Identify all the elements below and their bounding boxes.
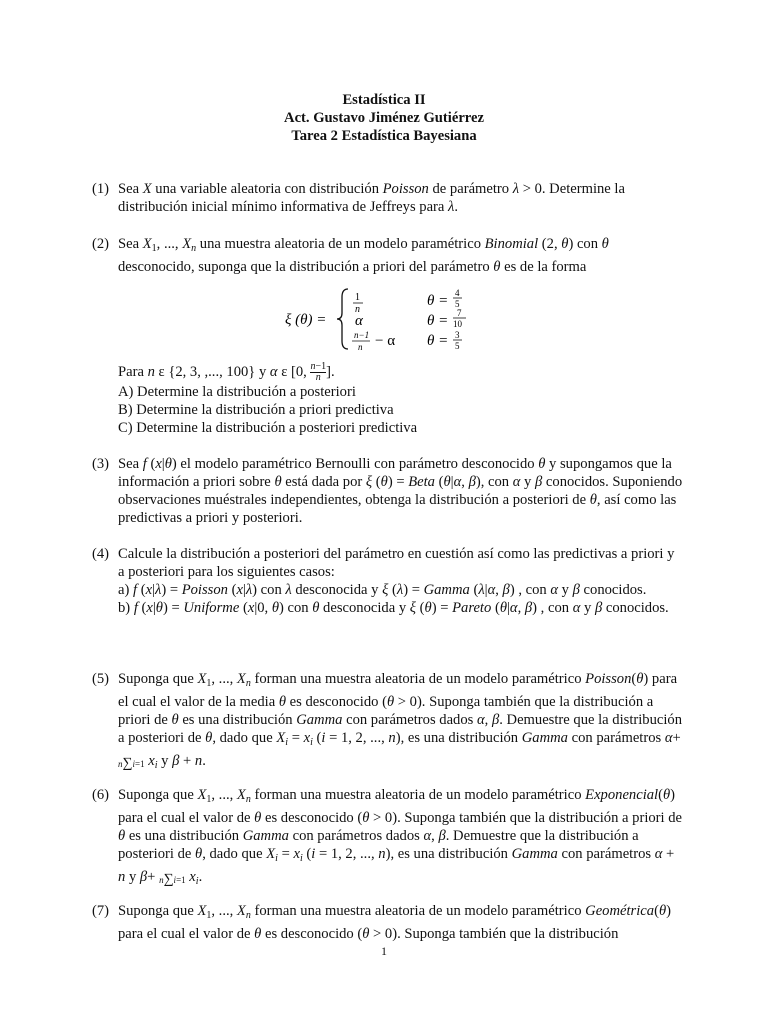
svg-text:3: 3 [455,330,460,340]
problem-number: (7) [92,903,110,919]
part-a: A) Determine la distribución a posteriori [118,384,356,400]
problem-text: Sea f (x|θ) el modelo paramétrico Bernoulli con parámetro desconocido θ y supongamos que la información a priori sobre θ está dada por ξ (θ) = Beta (θ|α, β), con α y β conocidos. Suponiendo observaciones muéstrales independientes, obtenga la distribución a posteriori de θ, así como las predictivas a priori y posteriori. [118,456,683,526]
svg-text:θ =: θ = [427,333,449,349]
prior-piecewise-formula [285,283,485,355]
parameter-range: Para n ε {2, 3, ,..., 100} y α ε [0, $\frac{n-1}{n}$ ]. [118,361,335,383]
svg-text:n: n [358,342,363,352]
problem-4 [92,545,683,617]
svg-text:4: 4 [455,288,460,298]
assignment-title: Tarea 2 Estadística Bayesiana [291,128,477,144]
svg-text:− α: − α [375,333,396,349]
svg-text:7: 7 [457,308,462,318]
problem-number: (1) [92,181,110,197]
problem-3 [92,455,683,527]
svg-text:1: 1 [355,292,360,303]
problem-7 [92,902,683,943]
problem-number: (3) [92,456,110,472]
problem-1 [92,180,683,216]
problem-6 [92,786,683,891]
author-name: Act. Gustavo Jiménez Gutiérrez [284,110,484,126]
problem-text: Sea X una variable aleatoria con distribución Poisson de parámetro λ > 0. Determine la distribución inicial mínimo informativa de Jeffreys para λ. [118,181,625,215]
problem-2 [92,235,683,276]
problem-number: (6) [92,787,110,803]
svg-text:10: 10 [453,319,462,329]
problem-text: Suponga que $X_1$, ..., $X_n$ forman una muestra aleatoria de un modelo paramétrico Geométrica(θ) para el cual el valor de θ es desconocido (θ > 0). Suponga también que la distribución [118,903,671,942]
problem-text: Suponga que $X_1$, ..., $X_n$ forman una muestra aleatoria de un modelo paramétrico Poisson(θ) para el cual el valor de la media θ es desconocido (θ > 0). Suponga también que la distribución a priori de θ es una distribución Gamma con parámetros dados α, β. Demuestre que la distribución a posteriori de θ, dado que $X_i = x_i$ (i = 1, 2, ..., n), es una distribución Gamma con parámetros α+ n∑i=1 $x_i$ y β + n. [118,671,683,771]
svg-text:θ =: θ = [427,293,449,309]
svg-text:n: n [355,304,360,315]
svg-text:5: 5 [455,341,460,351]
problem-number: (2) [92,236,110,252]
part-c: C) Determine la distribución a posteriori predictiva [118,420,418,436]
piecewise-formula-svg [285,283,485,355]
svg-text:ξ (θ) =: ξ (θ) = [285,312,327,328]
problem-number: (4) [92,546,110,562]
problem-text: Sea $X_1$, ..., $X_n$ una muestra aleatoria de un modelo paramétrico Binomial (2, θ) con θ desconocido, suponga que la distribución a priori del parámetro θ es de la forma [118,236,609,275]
course-title: Estadística II [342,92,426,108]
svg-text:α: α [355,313,363,329]
svg-text:θ =: θ = [427,313,449,329]
svg-text:n−1: n−1 [354,330,370,340]
part-b: B) Determine la distribución a priori predictiva [118,402,394,418]
problem-text: Calcule la distribución a posteriori del parámetro en cuestión así como las predictivas a priori y a posteriori para los siguientes casos: a) f (x|λ) = Poisson (x|λ) con λ desconocida y ξ (λ) = Gamma (λ|α, β) , con α y β conocidos. b) f (x|θ) = Uniforme (x|0, θ) con θ desconocida y ξ (θ) = Pareto (θ|α, β) , con α y β conocidos. [118,546,675,616]
problem-text: Suponga que $X_1$, ..., $X_n$ forman una muestra aleatoria de un modelo paramétrico Exponencial(θ) para el cual el valor de θ es desconocido (θ > 0). Suponga también que la distribución a priori de θ es una distribución Gamma con parámetros dados α, β. Demuestre que la distribución a posteriori de θ, dado que $X_i = x_i$ (i = 1, 2, ..., n), es una distribución Gamma con parámetros α + n y β+ n∑i=1 $x_i$. [118,787,683,887]
problem-5 [92,670,683,775]
problem-2-parts [118,362,683,437]
document-header [0,91,768,145]
page-number: 1 [381,944,387,958]
svg-text:5: 5 [455,299,460,309]
problem-number: (5) [92,671,110,687]
